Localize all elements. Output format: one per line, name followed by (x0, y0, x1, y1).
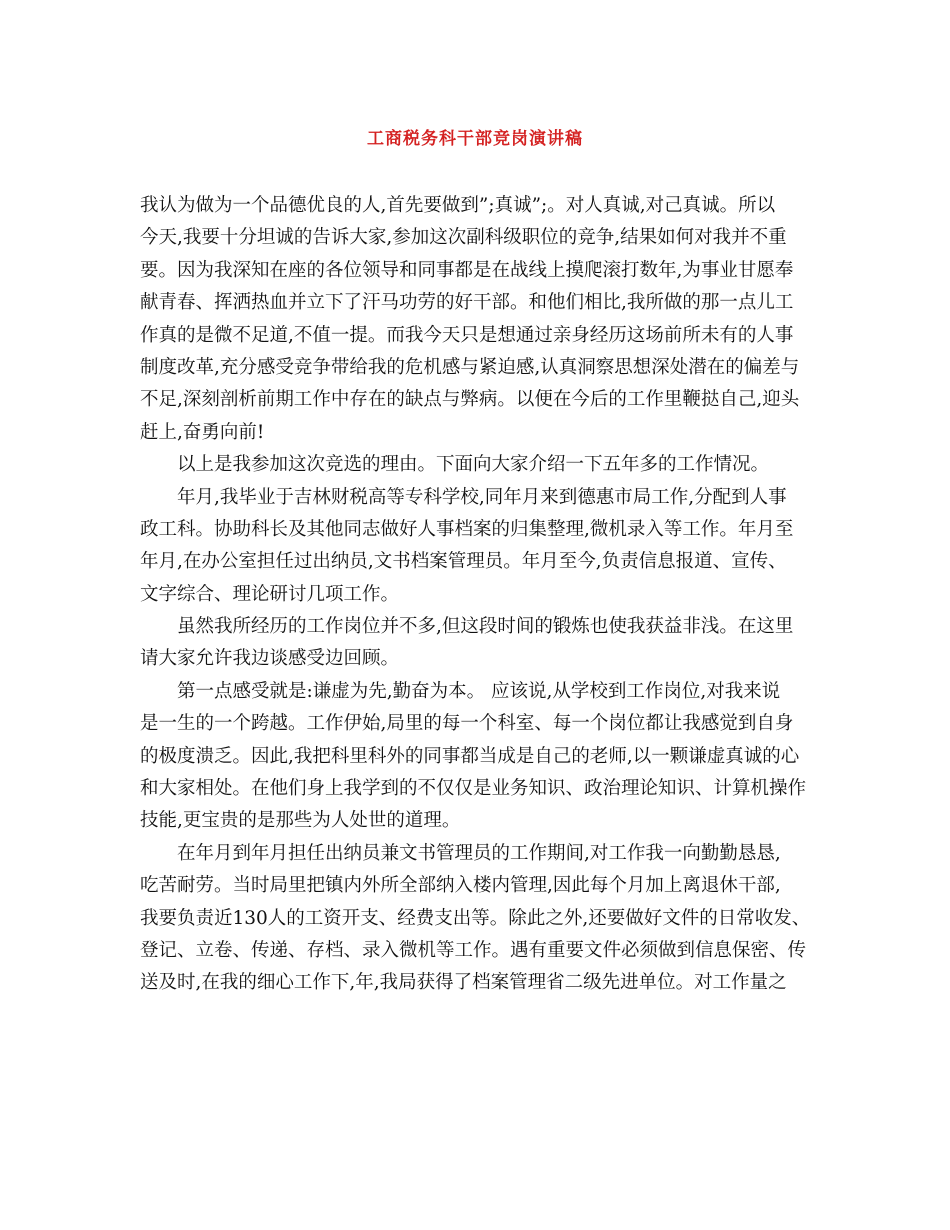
text-line: 年月,我毕业于吉林财税高等专科学校,同年月来到德惠市局工作,分配到人事 (140, 486, 787, 508)
text-line: 我认为做为一个品德优良的人,首先要做到”;真诚”;。对人真诚,对己真诚。所以 (140, 195, 776, 216)
text-line: 作真的是微不足道,不值一提。而我今天只是想通过亲身经历这场前所未有的人事 (140, 324, 794, 346)
text-line: 虽然我所经历的工作岗位并不多,但这段时间的锻炼也使我获益非浅。在这里 (140, 616, 794, 638)
document-title: 工商税务科干部竞岗演讲稿 (367, 129, 583, 149)
text-line: 文字综合、理论研讨几项工作。 (140, 583, 400, 605)
text-line: 的极度溃乏。因此,我把科里科外的同事都当成是自己的老师,以一颗谦虚真诚的心 (140, 745, 800, 767)
text-line: 献青春、挥洒热血并立下了汗马功劳的好干部。和他们相比,我所做的那一点儿工 (140, 292, 794, 314)
text-line: 请大家允许我边谈感受边回顾。 (140, 648, 400, 670)
text-line: 赶上,奋勇向前! (140, 421, 265, 443)
text-line: 不足,深刻剖析前期工作中存在的缺点与弊病。以便在今后的工作里鞭挞自己,迎头 (140, 389, 800, 411)
text-line: 第一点感受就是:谦虚为先,勤奋为本。 应该说,从学校到工作岗位,对我来说 (140, 680, 781, 702)
text-line: 今天,我要十分坦诚的告诉大家,参加这次副科级职位的竞争,结果如何对我并不重 (140, 227, 787, 249)
text-line: 我要负责近130人的工资开支、经费支出等。除此之外,还要做好文件的日常收发、 (140, 907, 811, 929)
text-line: 政工科。协助科长及其他同志做好人事档案的归集整理,微机录入等工作。年月至 (140, 518, 794, 540)
text-line: 和大家相处。在他们身上我学到的不仅仅是业务知识、政治理论知识、计算机操作 (140, 778, 807, 800)
text-line: 吃苦耐劳。当时局里把镇内外所全部纳入楼内管理,因此每个月加上离退休干部, (140, 875, 781, 897)
text-line: 登记、立卷、传递、存档、录入微机等工作。遇有重要文件必须做到信息保密、传 (140, 939, 807, 961)
text-line: 送及时,在我的细心工作下,年,我局获得了档案管理省二级先进单位。对工作量之 (140, 972, 787, 994)
text-line: 以上是我参加这次竞选的理由。下面向大家介绍一下五年多的工作情况。 (140, 454, 770, 476)
text-line: 在年月到年月担任出纳员兼文书管理员的工作期间,对工作我一向勤勤恳恳, (140, 842, 781, 864)
text-line: 制度改革,充分感受竞争带给我的危机感与紧迫感,认真洞察思想深处潜在的偏差与 (140, 356, 800, 378)
text-line: 年月,在办公室担任过出纳员,文书档案管理员。年月至今,负责信息报道、宣传、 (140, 551, 787, 573)
text-line: 是一生的一个跨越。工作伊始,局里的每一个科室、每一个岗位都让我感觉到自身 (140, 713, 794, 735)
document-body (140, 190, 830, 1000)
text-line: 技能,更宝贵的是那些为人处世的道理。 (140, 810, 461, 832)
text-line: 要。因为我深知在座的各位领导和同事都是在战线上摸爬滚打数年,为事业甘愿奉 (140, 259, 794, 281)
